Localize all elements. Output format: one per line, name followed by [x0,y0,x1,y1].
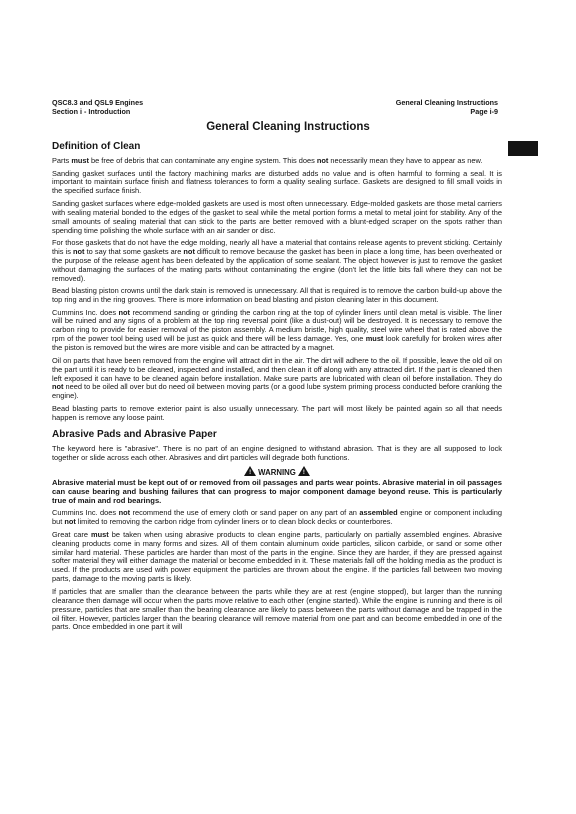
paragraph: If particles that are smaller than the clearance between the parts while they are at rest (engine stopped), but larger than the running clearance then damage will occur when the parts move relative to each other (engine started). While the engine is running and there is oil pressure, particles that are smaller than the bearing clearance are likely to pass between the parts without damage and be trapped in the oil filter. However, particles larger than the bearing clearance will remove material from one part and can become embedded in one of the parts. Once embedded in one part it will [52,586,502,632]
paragraph: Cummins Inc. does not recommend the use of emery cloth or sand paper on any part of an assembled engine or component including but not limited to removing the carbon ridge from cylinder liners or to clean block decks or counterbores. [52,508,503,527]
section-heading-clean: Definition of Clean [52,141,141,152]
page-title: General Cleaning Instructions [206,121,370,133]
header-page-number: Page i-9 [470,107,498,116]
section-tab-marker [508,141,538,156]
paragraph: Bead blasting parts to remove exterior paint is also usually unnecessary. The part will most likely be painted again so all that needs happen is remove any loose paint. [52,403,502,422]
paragraph: Sanding gasket surfaces until the factory machining marks are disturbed adds no value and is often harmful to forming a seal. It is important to maintain surface finish and flatness tolerances to form a quality sealing surface. Gaskets are designed to fill small voids in the specified surface finish. [52,168,502,196]
warning-label: ! WARNING ! [52,466,502,478]
header-right [396,98,498,116]
section-heading-abrasive: Abrasive Pads and Abrasive Paper [52,428,217,440]
warning-icon: ! [298,466,310,476]
paragraph: Oil on parts that have been removed from the engine will attract dirt in the air. The dirt will adhere to the oil. If possible, leave the old oil on the part until it is ready to be cleaned, inspected and installed, and then clean it off along with any attracted dirt. If the part is cleaned then left exposed it can have to be cleaned again before installation. Make sure parts are lubricated with clean oil before installation. They do not need to be oiled all over but do need oil between moving parts (or a good lube system priming process conducted before cranking the engine). [52,355,502,401]
header-topic: General Cleaning Instructions [395,98,498,107]
header-section: Section i - Introduction [52,107,131,116]
paragraph: Parts must be free of debris that can contaminate any engine system. This does not necessarily mean they have to appear as new. [52,156,483,165]
header-left [52,98,143,116]
paragraph: For those gaskets that do not have the edge molding, nearly all have a material that contains release agents to prevent sticking. Certainly this is not to say that some gaskets are not difficult to remove because the gasket has been in place a long time, has been overheated or the purpose of the release agent has been defeated by the application of some sealant. The object however is just to remove the gasket without damaging the surfaces of the mating parts without contaminating the engine (don't let the little bits fall where they can not be removed). [52,238,502,283]
header-model: QSC8.3 and QSL9 Engines [52,98,144,107]
warning-icon: ! [244,466,256,476]
paragraph: Sanding gasket surfaces where edge-molded gaskets are used is most often unnecessary. Edge-molded gaskets are those metal carriers with sealing material bonded to the edges of the gasket to seal while the metal portion forms a metal to metal joint for stability. Any of the small amounts of sealing material that can stick to the parts are better removed with a blunt-edged scraper on the spots rather than spending time polishing the whole surface with an air sander or disc. [52,198,502,235]
paragraph: Great care must be taken when using abrasive products to clean engine parts, particularly on partially assembled engines. Abrasive cleaning products come in many forms and sizes. All of them contain aluminum oxide particles, silicon carbide, or sand or some other similar hard material. These particles are harder than most of the parts in the engine. Since they are harder, if they are pressed against softer material they will either damage the material or become embedded in it. These materials fall off the holding media as the product is used. If the products are used with power equipment the particles are thrown about the engine. If the particles fall between two moving parts, damage to the moving parts is likely. [52,529,503,584]
page-body [52,140,502,636]
paragraph: Bead blasting piston crowns until the dark stain is removed is unnecessary. All that is required is to remove the carbon build-up above the top ring and in the ring grooves. There is more information on bead blasting and piston cleaning later in this document. [52,286,502,305]
paragraph: The keyword here is "abrasive". There is no part of an engine designed to withstand abrasion. That is they are all supposed to lock together or slide across each other. Abrasives and dirt particles will degrade both functions. [52,443,502,462]
paragraph: Cummins Inc. does not recommend sanding or grinding the carbon ring at the top of cylinder liners until clean metal is visible. The liner will be ruined and any signs of a problem at the top ring reversal point (like a dust-out) will be destroyed. It is necessary to remove the carbon ring to provide for easier removal of the piston assembly. A medium bristle, high quality, steel wire wheel that is rated above the rpm of the power tool being used will be just as quick and there will be less damage. Yes, one must look carefully for broken wires after the piston is removed but the wires are more visible and can be attracted by a magnet. [52,307,502,353]
warning-text: Abrasive material must be kept out of or removed from oil passages and parts wear points. Abrasive material in oil passages can cause bearing and bushing failures that can progress to major component damage beyond reuse. This is particularly true of main and rod bearings. [52,478,503,505]
